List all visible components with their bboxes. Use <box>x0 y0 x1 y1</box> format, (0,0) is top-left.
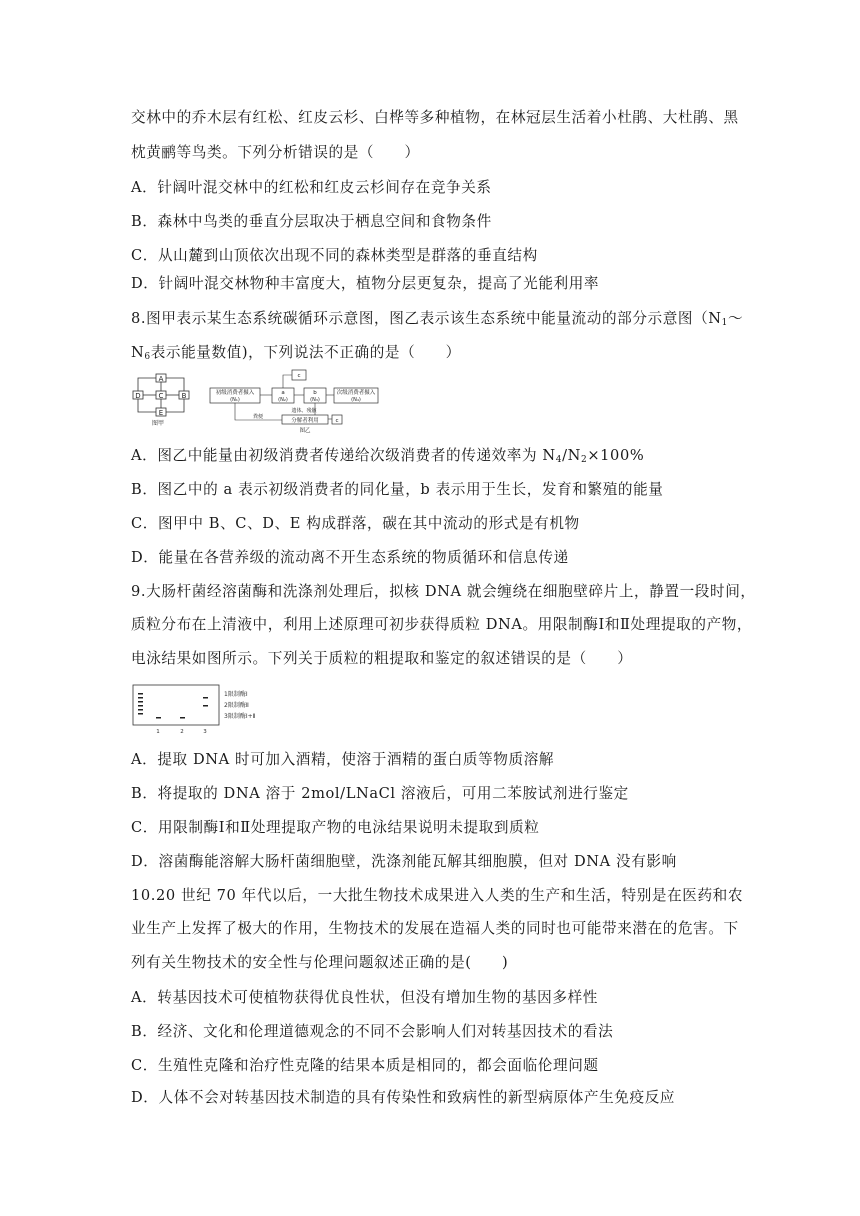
box-b-n: (N₃) <box>310 397 320 403</box>
gel-legend-1: 1限制酶Ⅰ <box>224 691 248 698</box>
q8-option-d: D．能量在各营养级的流动离不开生态系统的物质循环和信息传递 <box>131 549 569 566</box>
decomposer-label: 分解者利用 <box>291 418 319 424</box>
q9-option-b: B．将提取的 DNA 溶于 2mol/LNaCl 溶液后，可用二苯胺试剂进行鉴定 <box>131 785 629 802</box>
q9-option-a: A．提取 DNA 时可加入酒精，使溶于酒精的蛋白质等物质溶解 <box>131 751 555 768</box>
q8-option-a: A．图乙中能量由初级消费者传递给次级消费者的传递效率为 $N_4/N_2\times 100\%$ <box>131 447 645 465</box>
q10-stem-line1: 10.20 世纪 70 年代以后，一大批生物技术成果进入人类的生产和生活，特别是在医药和农 <box>131 887 744 904</box>
q10-option-d: D．人体不会对转基因技术制造的具有传染性和致病性的新型病原体产生免疫反应 <box>131 1089 676 1106</box>
carbon-node-b: B <box>181 392 187 400</box>
q10-stem-line3: 列有关生物技术的安全性与伦理问题叙述正确的是( ) <box>131 954 509 971</box>
q9-option-c: C．用限制酶Ⅰ和Ⅱ处理提取产物的电泳结果说明未提取到质粒 <box>131 819 540 836</box>
q7-stem-line2: 枕黄鹂等鸟类。下列分析错误的是（ ） <box>131 144 420 161</box>
q7-option-c: C．从山麓到山顶依次出现不同的森林类型是群落的垂直结构 <box>131 247 538 264</box>
gel-legend-3: 3限制酶Ⅰ+Ⅱ <box>224 713 256 720</box>
q9-stem-line1: 9.大肠杆菌经溶菌酶和洗涤剂处理后，拟核 DNA 就会缠绕在细胞壁碎片上，静置一段时间， <box>131 583 756 600</box>
gel-lane-3: 3 <box>203 729 207 735</box>
q8-stem-line1: 8.图甲表示某生态系统碳循环示意图，图乙表示该生态系统中能量流动的部分示意图（$N_1\sim$ <box>131 310 744 328</box>
q8-option-b: B．图乙中的 a 表示初级消费者的同化量，b 表示用于生长，发育和繁殖的能量 <box>131 481 664 498</box>
q7-option-b: B．森林中鸟类的垂直分层取决于栖息空间和食物条件 <box>131 213 492 230</box>
q10-option-b: B．经济、文化和伦理道德观念的不同不会影响人们对转基因技术的看法 <box>131 1023 614 1040</box>
figure-energy-flow <box>208 366 380 434</box>
q9-option-d: D．溶菌酶能溶解大肠杆菌细胞壁，洗涤剂能瓦解其细胞膜，但对 DNA 没有影响 <box>131 853 677 870</box>
figure-jia-caption: 图甲 <box>151 420 165 427</box>
q7-option-a: A．针阔叶混交林中的红松和红皮云杉间存在竞争关系 <box>131 179 492 196</box>
q7-stem-line1: 交林中的乔木层有红松、红皮云杉、白桦等多种植物，在林冠层生活着小杜鹃、大杜鹃、黑 <box>131 109 739 126</box>
box-c-top-label: c <box>297 373 301 379</box>
figure-electrophoresis-gel <box>132 683 272 735</box>
q10-option-a: A．转基因技术可使植物获得优良性状，但没有增加生物的基因多样性 <box>131 989 598 1006</box>
carbon-node-c: C <box>158 392 164 400</box>
figure-carbon-cycle <box>129 372 193 428</box>
secondary-consumer-n: (N₄) <box>351 397 361 403</box>
box-c-right-label: c <box>335 418 339 424</box>
gel-lane-2: 2 <box>180 729 184 735</box>
secondary-consumer-label: 次级消费者摄入 <box>336 390 376 396</box>
carbon-node-d: D <box>135 392 141 400</box>
q9-stem-line2: 质粒分布在上清液中，利用上述原理可初步获得质粒 DNA。用限制酶Ⅰ和Ⅱ处理提取的产物， <box>131 616 753 633</box>
q8-option-c: C．图甲中 B、C、D、E 构成群落，碳在其中流动的形式是有机物 <box>131 515 580 532</box>
q8-stem-line2: $N_6$表示能量数值)，下列说法不正确的是（ ） <box>131 344 461 362</box>
q9-stem-line3: 电泳结果如图所示。下列关于质粒的粗提取和鉴定的叙述错误的是（ ） <box>131 650 633 667</box>
box-a-label: a <box>281 390 285 396</box>
figure-yi-caption: 图乙 <box>299 428 311 434</box>
q10-option-c: C．生殖性克隆和治疗性克隆的结果本质是相同的，都会面临伦理问题 <box>131 1057 599 1074</box>
box-b-label: b <box>313 390 317 396</box>
primary-consumer-label: 初级消费者摄入 <box>215 390 255 396</box>
remains-label: 遗体、残骸 <box>291 408 317 414</box>
carbon-node-e: E <box>158 409 164 417</box>
box-a-n: (N₂) <box>278 397 288 403</box>
q7-option-d: D．针阔叶混交林物种丰富度大，植物分层更复杂，提高了光能利用率 <box>131 275 600 292</box>
primary-consumer-n: (N₁) <box>230 397 240 403</box>
gel-legend-2: 2限制酶Ⅱ <box>224 702 249 709</box>
gel-lane-1: 1 <box>156 729 160 735</box>
q10-stem-line2: 业生产上发挥了极大的作用，生物技术的发展在造福人类的同时也可能带来潜在的危害。下 <box>131 920 739 937</box>
carbon-node-a: A <box>158 375 164 383</box>
feces-label: 粪便 <box>252 414 264 420</box>
